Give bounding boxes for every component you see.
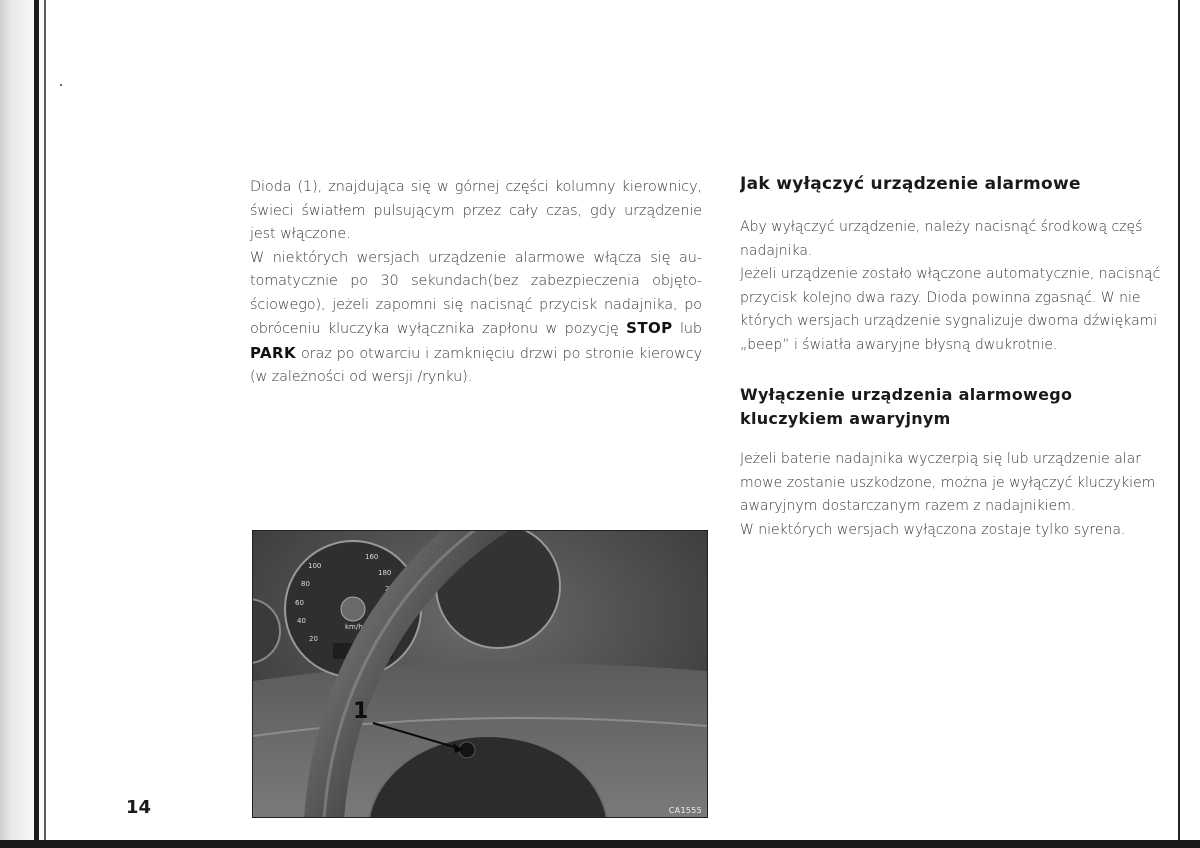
heading-emergency-key [740,383,1180,431]
section1-line: nadajnika. [740,242,813,259]
gauge-label: 60 [295,599,304,607]
speedometer-hub [341,597,365,621]
heading-emergency-key-line2: kluczykiem awaryjnym [740,409,951,428]
section1-line: Jeżeli urządzenie zostało włączone automatycznie, nacisnąć [740,266,1161,282]
section1-line: przycisk kolejno dwa razy. Dioda powinna zgasnąć. W nie [740,289,1141,306]
section-emergency-key-text [740,448,1180,542]
gauge-label: 180 [378,569,392,577]
page-bottom-edge [0,840,1200,848]
gauge-label: 80 [301,580,310,588]
gauge-label: 100 [308,562,322,570]
dashboard-illustration [253,531,707,817]
section1-line: „beep” i światła awaryjne błysną dwukrotnie. [740,336,1058,353]
gauge-label: 160 [365,553,379,561]
heading-disarm-alarm: Jak wyłączyć urządzenie alarmowe [740,174,1081,194]
left-text-column [250,176,702,390]
section2-line: Jeżeli baterie nadajnika wyczerpią się lub urządzenie alar [740,451,1142,467]
page-binding-edge [34,0,39,848]
gauge-label: 40 [297,617,306,625]
section2-line: mowe zostanie uszkodzone, można je wyłączyć kluczykiem [740,474,1156,491]
dashboard-photo [252,530,708,818]
paragraph-diode: Dioda (1), znajdująca się w górnej części kolumny kierownicy, świeci światłem pulsującym przez cały czas, gdy urządzenie jest włączone. [250,179,702,242]
page-right-edge [1178,0,1200,848]
section1-line: Aby wyłączyć urządzenie, należy nacisnąć środkową częś [740,219,1143,235]
paragraph-auto-arming [250,247,702,390]
page-binding-edge-inner [44,0,46,848]
gauge-label: 200 [385,585,399,593]
page-number: 14 [126,797,152,818]
section2-line: awaryjnym dostarczanym razem z nadajnikiem. [740,498,1076,514]
gauge-label: 220 [387,601,401,609]
park-keyword: PARK [250,343,296,362]
figure-callout-number: 1 [353,699,369,724]
section2-line: W niektórych wersjach wyłączona zostaje tylko syrena. [740,521,1126,538]
gauge-label: km/h [345,623,363,631]
lub-word: lub [680,321,702,337]
scan-speck [60,84,62,86]
right-text-column [740,172,1180,542]
auto-arming-text-2: oraz po otwarciu i zamknięciu drzwi po stronie kierowcy (w zależności od wersji /rynku). [250,345,702,385]
stop-keyword: STOP [626,319,673,337]
gauge-label: 20 [309,635,318,643]
heading-emergency-key-line1: Wyłączenie urządzenia alarmowego [740,385,1073,404]
section1-line: których wersjach urządzenie sygnalizuje dwoma dźwiękami [740,313,1158,329]
auto-arming-text-1: W niektórych wersjach urządzenie alarmowe włącza się automatycznie po 30 sekundach(bez zabezpieczenia objętościowego), jeżeli zapomni się nacisnąć przycisk nadajnika, po obróceniu kluczyka wyłącznika zapłonu w pozycję [250,249,702,337]
figure-reference-code: CA1555 [668,806,702,815]
section-disarm-text [740,216,1180,357]
